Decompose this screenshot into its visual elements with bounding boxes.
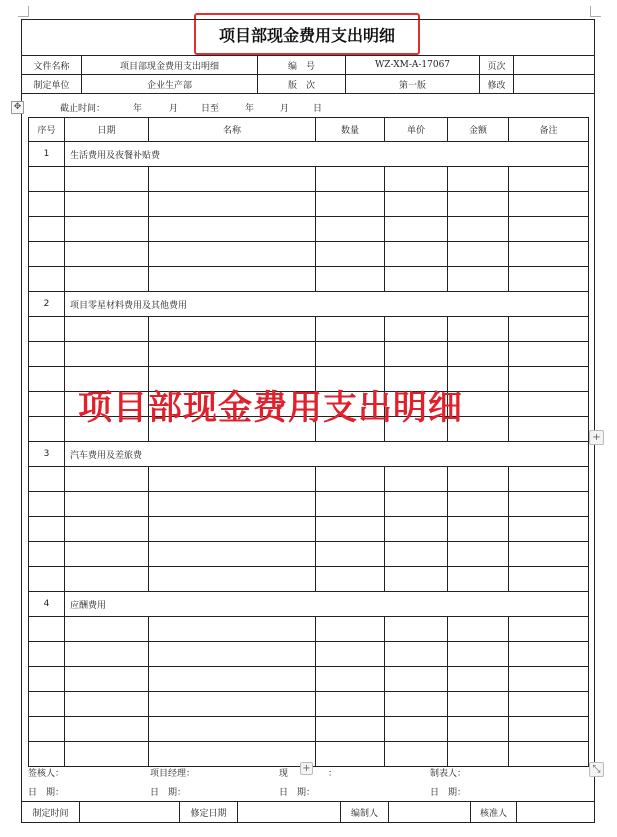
table-header-row [29, 118, 589, 142]
col-remark-cell[interactable] [509, 342, 589, 367]
col-name-header: 名称 [149, 118, 316, 142]
table-row [29, 342, 589, 367]
col-name-cell[interactable] [149, 642, 316, 667]
table-row [29, 567, 589, 592]
table-row [29, 492, 589, 517]
author-value[interactable] [389, 802, 471, 823]
preparer-label: 制表人： [430, 769, 467, 779]
col-remark-cell[interactable] [509, 242, 589, 267]
col-price-cell[interactable] [385, 542, 448, 567]
col-seq-cell[interactable] [29, 567, 65, 592]
table-row [29, 717, 589, 742]
col-date-cell[interactable] [65, 667, 149, 692]
col-remark-cell[interactable] [509, 267, 589, 292]
col-amount-header: 金额 [448, 118, 509, 142]
col-price-cell[interactable] [385, 167, 448, 192]
col-seq-cell[interactable] [29, 617, 65, 642]
col-seq-cell[interactable] [29, 242, 65, 267]
col-qty-cell[interactable] [316, 492, 385, 517]
col-remark-cell[interactable] [509, 542, 589, 567]
col-price-cell[interactable] [385, 667, 448, 692]
col-remark-cell[interactable] [509, 217, 589, 242]
col-qty-cell[interactable] [316, 742, 385, 767]
col-qty-cell[interactable] [316, 717, 385, 742]
col-seq-cell[interactable] [29, 517, 65, 542]
col-name-cell[interactable] [149, 492, 316, 517]
col-price-cell[interactable] [385, 342, 448, 367]
col-remark-cell[interactable] [509, 642, 589, 667]
header-row-2 [22, 75, 595, 94]
section-label: 应酬费用 [65, 592, 589, 617]
expense-table [28, 117, 589, 767]
col-name-cell[interactable] [149, 317, 316, 342]
cutoff-year-2: 年 [245, 104, 255, 114]
col-amount-cell[interactable] [448, 667, 509, 692]
col-date-cell[interactable] [65, 617, 149, 642]
cashier-label: 现 [279, 769, 289, 779]
col-seq-cell[interactable] [29, 717, 65, 742]
col-seq-cell[interactable] [29, 467, 65, 492]
col-remark-cell[interactable] [509, 192, 589, 217]
col-remark-header: 备注 [509, 118, 589, 142]
col-price-cell[interactable] [385, 267, 448, 292]
table-row [29, 192, 589, 217]
col-name-cell[interactable] [149, 617, 316, 642]
version-value[interactable]: 第一版 [346, 75, 480, 94]
col-date-cell[interactable] [65, 167, 149, 192]
col-qty-cell[interactable] [316, 342, 385, 367]
col-remark-cell[interactable] [509, 667, 589, 692]
table-row [29, 267, 589, 292]
project-manager-label: 项目经理： [150, 769, 196, 779]
col-date-cell[interactable] [65, 542, 149, 567]
table-move-handle-icon[interactable]: ✥ [11, 101, 24, 114]
revision-label: 修改 [480, 75, 514, 94]
col-seq-cell[interactable] [29, 167, 65, 192]
watermark-title: 项目部现金费用支出明细 [78, 388, 463, 428]
col-remark-cell[interactable] [509, 467, 589, 492]
revise-date-label: 修定日期 [180, 802, 238, 823]
file-name-value[interactable]: 项目部现金费用支出明细 [82, 56, 258, 75]
section-label: 生活费用及夜餐补贴费 [65, 142, 589, 167]
col-qty-cell[interactable] [316, 567, 385, 592]
col-qty-cell[interactable] [316, 167, 385, 192]
col-date-cell[interactable] [65, 467, 149, 492]
cutoff-label: 截止时间： [60, 104, 106, 114]
footer-row [22, 802, 595, 823]
col-price-cell[interactable] [385, 317, 448, 342]
col-date-cell[interactable] [65, 192, 149, 217]
revise-date-value[interactable] [238, 802, 341, 823]
col-date-cell[interactable] [65, 492, 149, 517]
table-resize-icon[interactable]: ⤡ [589, 762, 604, 777]
file-name-label: 文件名称 [22, 56, 82, 75]
version-label: 版 次 [258, 75, 346, 94]
col-qty-header: 数量 [316, 118, 385, 142]
col-qty-cell[interactable] [316, 542, 385, 567]
col-seq-cell[interactable] [29, 317, 65, 342]
cashier-date-label: 日 期： [279, 788, 316, 798]
col-price-cell[interactable] [385, 217, 448, 242]
set-time-value[interactable] [80, 802, 180, 823]
col-remark-cell[interactable] [509, 692, 589, 717]
cutoff-day-2: 日 [313, 104, 323, 114]
manager-date-label: 日 期： [150, 788, 187, 798]
col-seq-cell[interactable] [29, 392, 65, 417]
col-amount-cell[interactable] [448, 692, 509, 717]
col-qty-cell[interactable] [316, 317, 385, 342]
col-date-cell[interactable] [65, 342, 149, 367]
col-seq-cell[interactable] [29, 692, 65, 717]
col-amount-cell[interactable] [448, 167, 509, 192]
col-remark-cell[interactable] [509, 492, 589, 517]
frame-left-line [21, 19, 22, 801]
col-qty-cell[interactable] [316, 467, 385, 492]
col-name-cell[interactable] [149, 242, 316, 267]
col-amount-cell[interactable] [448, 492, 509, 517]
table-row [29, 167, 589, 192]
col-name-cell[interactable] [149, 742, 316, 767]
section-row [29, 442, 589, 467]
col-amount-cell[interactable] [448, 242, 509, 267]
col-price-cell[interactable] [385, 617, 448, 642]
col-date-cell[interactable] [65, 692, 149, 717]
page-value[interactable] [514, 56, 595, 75]
col-qty-cell[interactable] [316, 617, 385, 642]
col-amount-cell[interactable] [448, 542, 509, 567]
table-row [29, 317, 589, 342]
col-price-cell[interactable] [385, 742, 448, 767]
col-qty-cell[interactable] [316, 642, 385, 667]
cutoff-year-1: 年 [133, 104, 143, 114]
col-date-cell[interactable] [65, 642, 149, 667]
col-remark-cell[interactable] [509, 517, 589, 542]
col-name-cell[interactable] [149, 567, 316, 592]
section-label: 项目零星材料费用及其他费用 [65, 292, 589, 317]
section-label: 汽车费用及差旅费 [65, 442, 589, 467]
col-qty-cell[interactable] [316, 242, 385, 267]
number-value[interactable]: WZ-XM-A-17067 [346, 56, 480, 75]
col-seq-cell[interactable] [29, 417, 65, 442]
col-seq-cell[interactable] [29, 367, 65, 392]
approver-value[interactable] [517, 802, 595, 823]
col-amount-cell[interactable] [448, 567, 509, 592]
unit-value[interactable]: 企业生产部 [82, 75, 258, 94]
section-row [29, 292, 589, 317]
col-seq-cell[interactable] [29, 542, 65, 567]
col-seq-cell[interactable] [29, 267, 65, 292]
cutoff-month-2: 月 [280, 104, 290, 114]
col-seq-cell[interactable] [29, 667, 65, 692]
col-price-cell[interactable] [385, 517, 448, 542]
col-name-cell[interactable] [149, 542, 316, 567]
approver-label: 核准人 [471, 802, 517, 823]
col-name-cell[interactable] [149, 467, 316, 492]
col-price-cell[interactable] [385, 692, 448, 717]
col-qty-cell[interactable] [316, 667, 385, 692]
section-number: 2 [29, 292, 65, 317]
col-amount-cell[interactable] [448, 192, 509, 217]
col-name-cell[interactable] [149, 167, 316, 192]
col-date-header: 日期 [65, 118, 149, 142]
footer-table [21, 801, 595, 823]
col-price-cell[interactable] [385, 192, 448, 217]
page-label: 页次 [480, 56, 514, 75]
col-date-cell[interactable] [65, 717, 149, 742]
col-price-cell[interactable] [385, 717, 448, 742]
col-seq-cell[interactable] [29, 642, 65, 667]
col-amount-cell[interactable] [448, 517, 509, 542]
reviewer-date-label: 日 期： [28, 788, 65, 798]
table-row [29, 667, 589, 692]
col-name-cell[interactable] [149, 692, 316, 717]
table-row [29, 692, 589, 717]
number-label: 编 号 [258, 56, 346, 75]
col-price-cell[interactable] [385, 242, 448, 267]
table-row [29, 517, 589, 542]
col-amount-cell[interactable] [448, 642, 509, 667]
col-amount-cell[interactable] [448, 717, 509, 742]
table-row [29, 617, 589, 642]
col-name-cell[interactable] [149, 667, 316, 692]
section-row [29, 142, 589, 167]
col-qty-cell[interactable] [316, 192, 385, 217]
col-amount-cell[interactable] [448, 217, 509, 242]
col-seq-cell[interactable] [29, 492, 65, 517]
header-info-table [21, 55, 595, 94]
cutoff-day-to: 日至 [201, 104, 220, 114]
col-price-cell[interactable] [385, 492, 448, 517]
cutoff-month-1: 月 [169, 104, 179, 114]
col-seq-cell[interactable] [29, 342, 65, 367]
col-qty-cell[interactable] [316, 267, 385, 292]
col-seq-header: 序号 [29, 118, 65, 142]
table-row [29, 217, 589, 242]
col-name-cell[interactable] [149, 267, 316, 292]
col-qty-cell[interactable] [316, 217, 385, 242]
col-name-cell[interactable] [149, 192, 316, 217]
col-seq-cell[interactable] [29, 742, 65, 767]
unit-label: 制定单位 [22, 75, 82, 94]
col-price-header: 单价 [385, 118, 448, 142]
header-row-1 [22, 56, 595, 75]
row-insert-plus-icon[interactable]: + [300, 762, 313, 775]
col-date-cell[interactable] [65, 217, 149, 242]
col-date-cell[interactable] [65, 567, 149, 592]
section-number: 4 [29, 592, 65, 617]
document-title: 项目部现金费用支出明细 [194, 13, 420, 55]
col-amount-cell[interactable] [448, 267, 509, 292]
reviewer-label: 签核人： [28, 769, 65, 779]
table-row [29, 642, 589, 667]
col-qty-cell[interactable] [316, 692, 385, 717]
table-row [29, 467, 589, 492]
col-remark-cell[interactable] [509, 742, 589, 767]
frame-top-line [21, 19, 595, 20]
col-amount-cell[interactable] [448, 342, 509, 367]
col-name-cell[interactable] [149, 517, 316, 542]
set-time-label: 制定时间 [22, 802, 80, 823]
col-name-cell[interactable] [149, 342, 316, 367]
frame-right-line [594, 19, 595, 801]
col-amount-cell[interactable] [448, 742, 509, 767]
col-seq-cell[interactable] [29, 192, 65, 217]
col-remark-cell[interactable] [509, 717, 589, 742]
revision-value[interactable] [514, 75, 595, 94]
insert-plus-icon[interactable]: + [589, 430, 604, 445]
section-row [29, 592, 589, 617]
col-qty-cell[interactable] [316, 517, 385, 542]
col-remark-cell[interactable] [509, 317, 589, 342]
col-remark-cell[interactable] [509, 617, 589, 642]
page-corner-top-left [18, 6, 29, 17]
col-price-cell[interactable] [385, 567, 448, 592]
cashier-label-rest: ： [328, 769, 338, 779]
col-price-cell[interactable] [385, 642, 448, 667]
col-date-cell[interactable] [65, 742, 149, 767]
col-date-cell[interactable] [65, 242, 149, 267]
col-date-cell[interactable] [65, 267, 149, 292]
col-date-cell[interactable] [65, 517, 149, 542]
col-amount-cell[interactable] [448, 467, 509, 492]
col-name-cell[interactable] [149, 717, 316, 742]
col-remark-cell[interactable] [509, 567, 589, 592]
table-row [29, 542, 589, 567]
col-amount-cell[interactable] [448, 317, 509, 342]
section-number: 1 [29, 142, 65, 167]
col-date-cell[interactable] [65, 317, 149, 342]
col-name-cell[interactable] [149, 217, 316, 242]
col-amount-cell[interactable] [448, 617, 509, 642]
section-number: 3 [29, 442, 65, 467]
col-remark-cell[interactable] [509, 167, 589, 192]
col-price-cell[interactable] [385, 467, 448, 492]
page-corner-top-right [590, 6, 601, 17]
table-row [29, 242, 589, 267]
col-seq-cell[interactable] [29, 217, 65, 242]
preparer-date-label: 日 期： [430, 788, 467, 798]
author-label: 编制人 [341, 802, 389, 823]
